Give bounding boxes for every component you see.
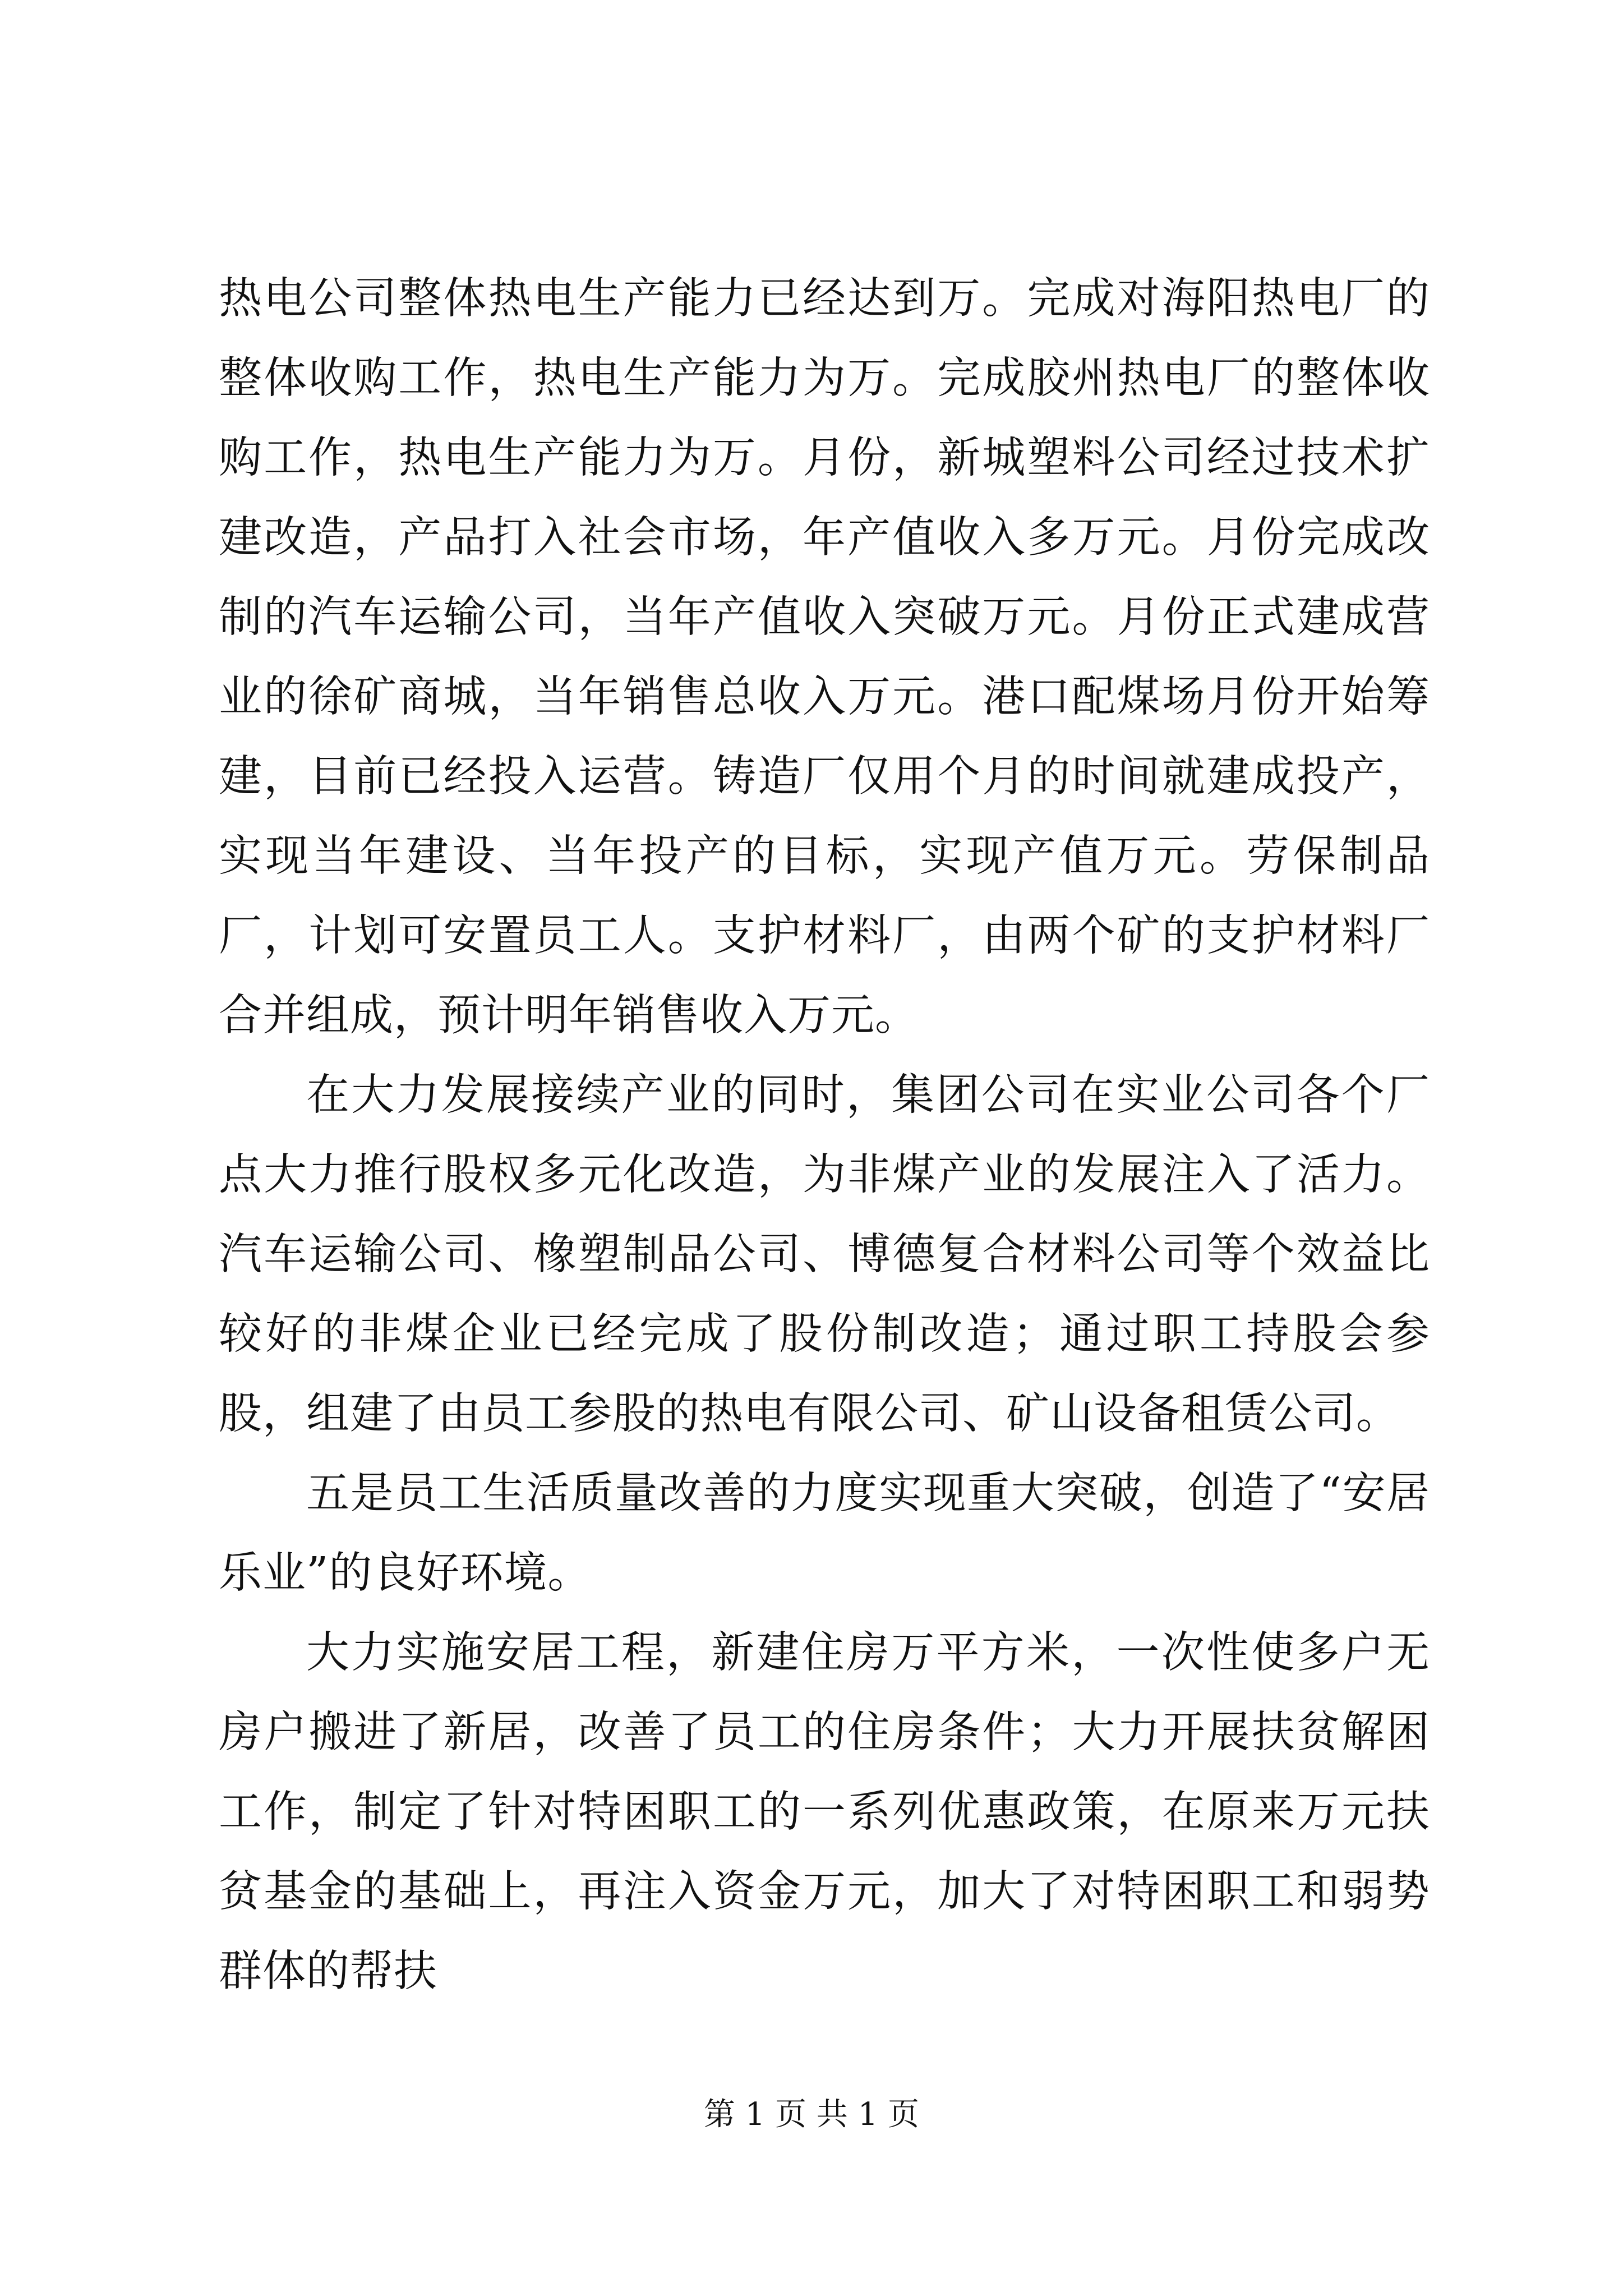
document-body bbox=[219, 259, 1430, 2012]
paragraph-4: 大力实施安居工程，新建住房万平方米，一次性使多户无房户搬进了新居，改善了员工的住房条件；大力开展扶贫解困工作，制定了针对特困职工的一系列优惠政策，在原来万元扶贫基金的基础上，再注入资金万元，加大了对特困职工和弱势群体的帮扶 bbox=[219, 1628, 1430, 1996]
paragraph-1: 热电公司整体热电生产能力已经达到万。完成对海阳热电厂的整体收购工作，热电生产能力为万。完成胶州热电厂的整体收购工作，热电生产能力为万。月份，新城塑料公司经过技术扩建改造，产品打入社会市场，年产值收入多万元。月份完成改制的汽车运输公司，当年产值收入突破万元。月份正式建成营业的徐矿商城，当年销售总收入万元。港口配煤场月份开始筹建，目前已经投入运营。铸造厂仅用个月的时间就建成投产，实现当年建设、当年投产的目标，实现产值万元。劳保制品厂，计划可安置员工人。支护材料厂，由两个矿的支护材料厂合并组成，预计明年销售收入万元。 bbox=[219, 274, 1430, 1041]
page-footer: 第 1 页 共 1 页 bbox=[703, 2096, 920, 2133]
paragraph-3: 五是员工生活质量改善的力度实现重大突破，创造了“安居乐业”的良好环境。 bbox=[219, 1469, 1430, 1598]
paragraph-2: 在大力发展接续产业的同时，集团公司在实业公司各个厂点大力推行股权多元化改造，为非煤产业的发展注入了活力。汽车运输公司、橡塑制品公司、博德复合材料公司等个效益比较好的非煤企业已经完成了股份制改造；通过职工持股会参股，组建了由员工参股的热电有限公司、矿山设备租赁公司。 bbox=[219, 1070, 1430, 1439]
